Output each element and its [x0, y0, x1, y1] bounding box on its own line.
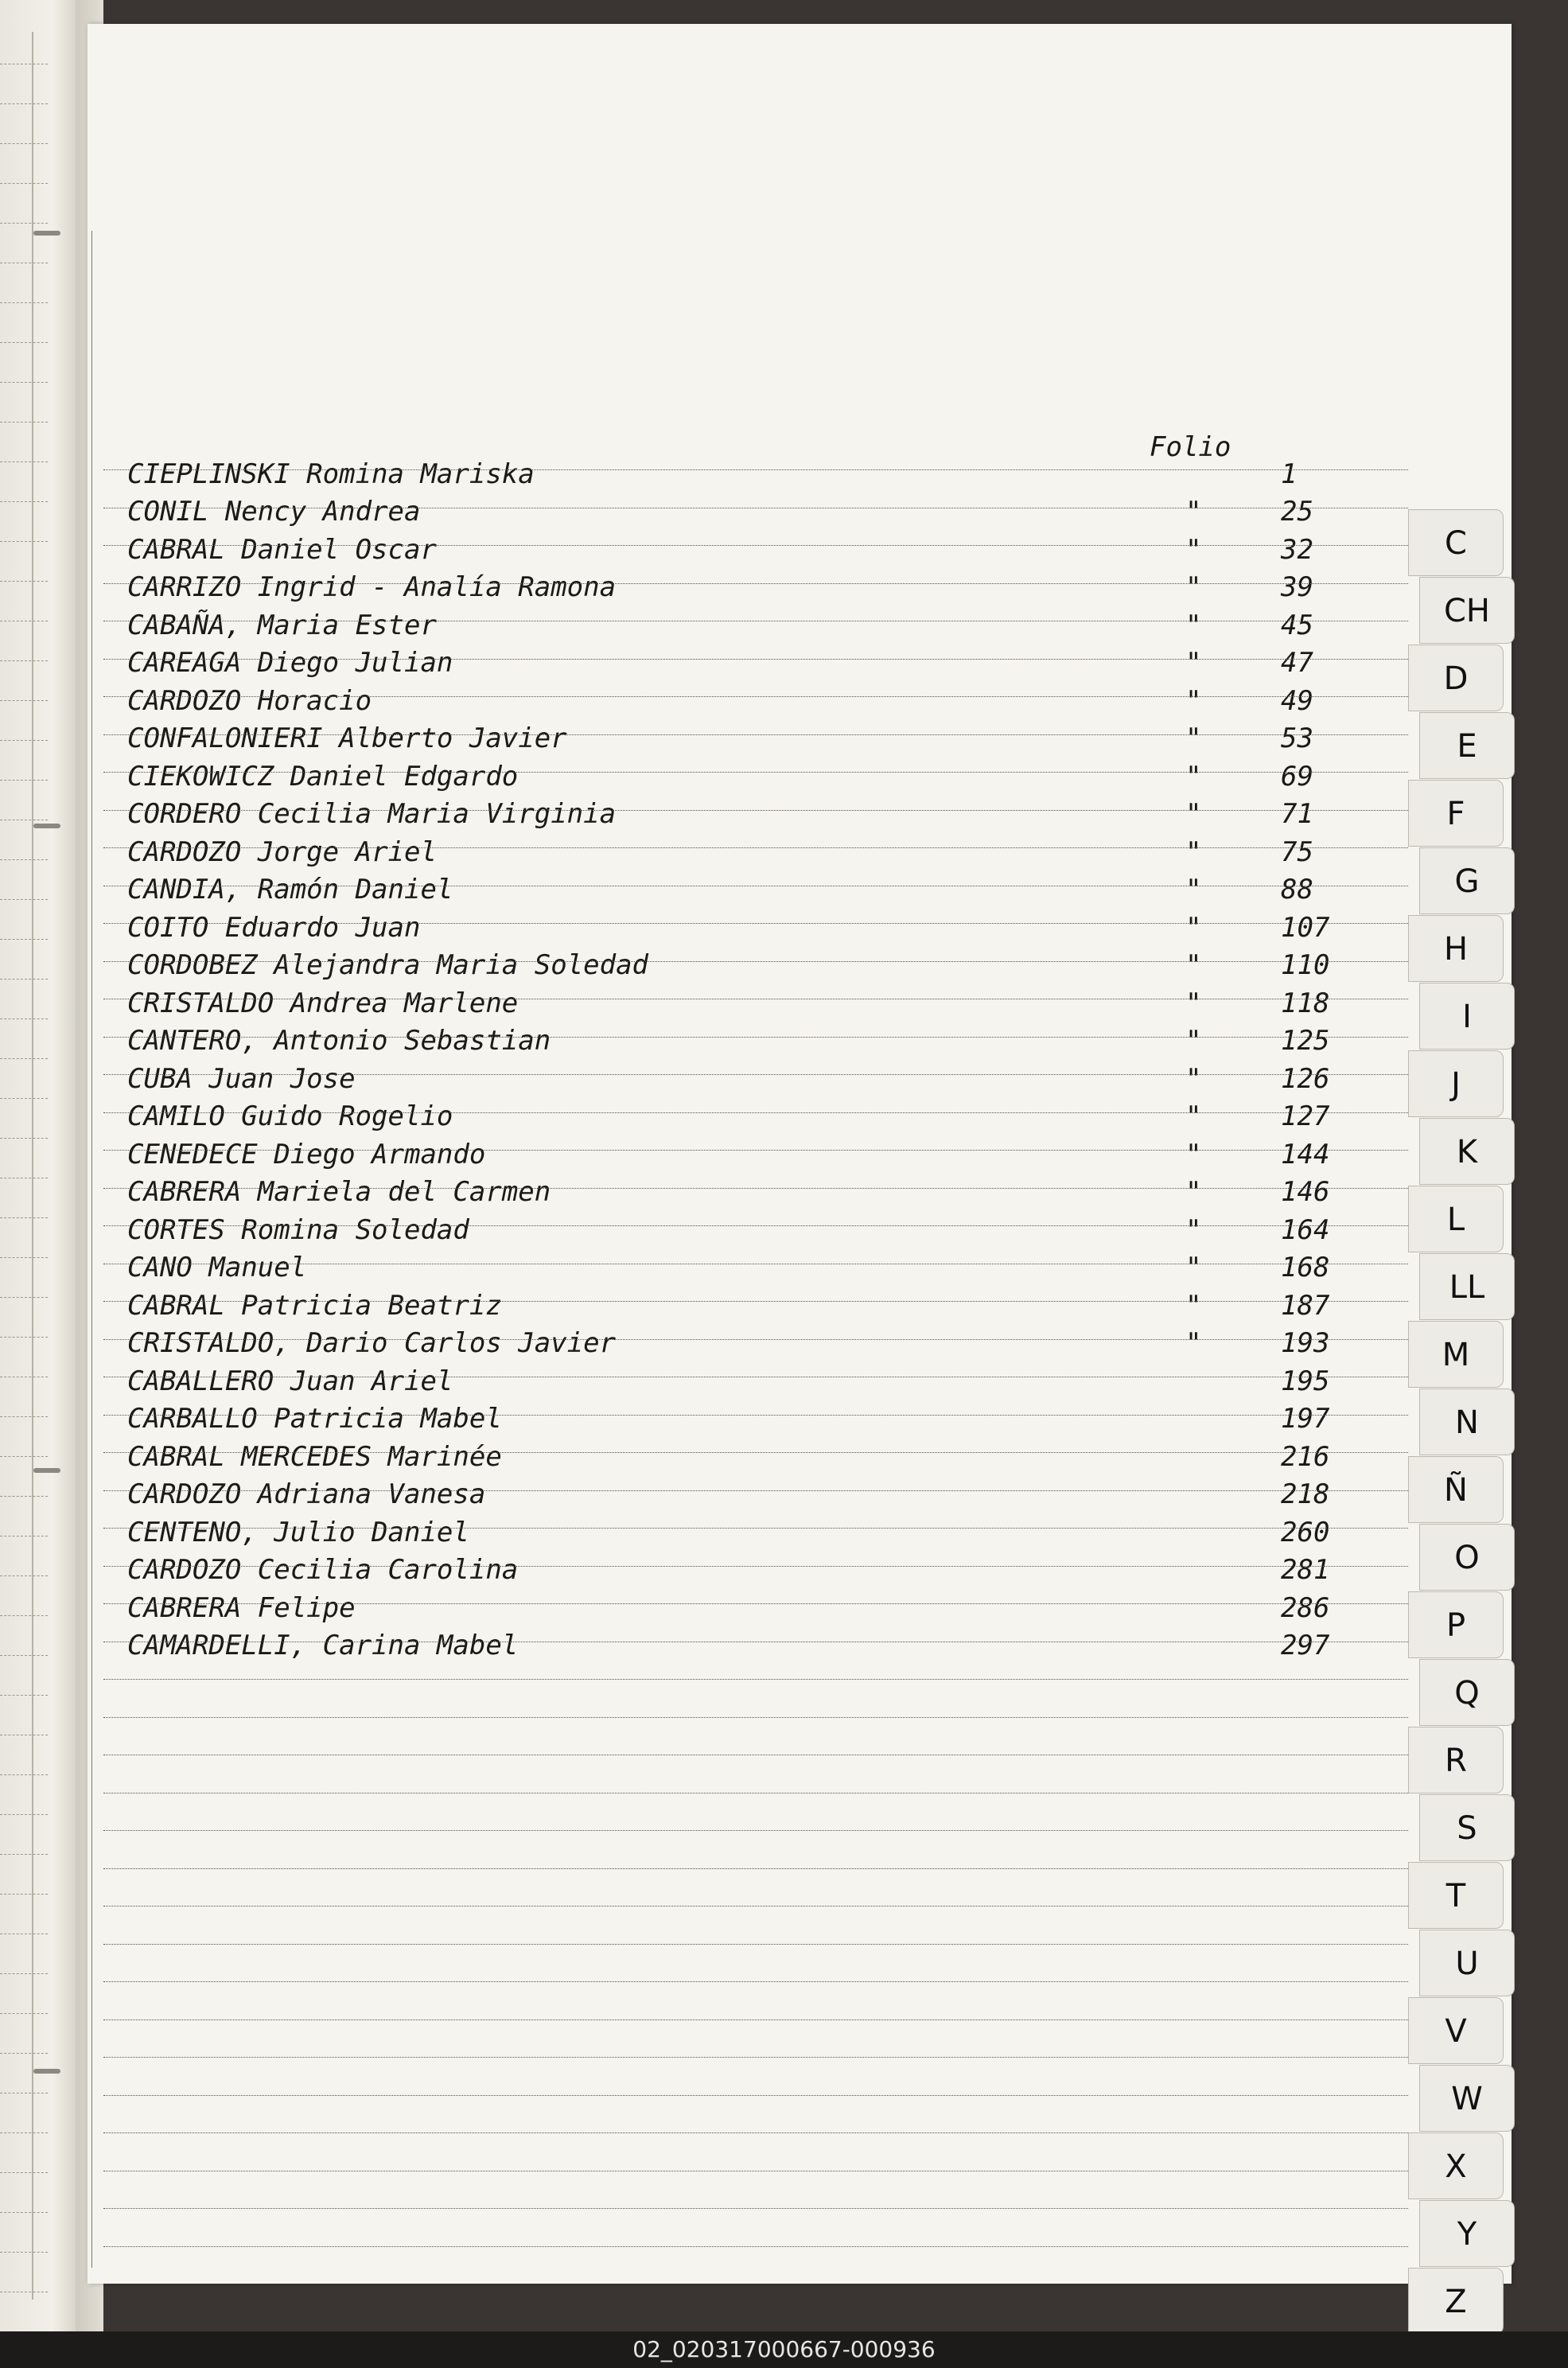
index-tab[interactable]: X [1408, 2132, 1504, 2199]
left-page-rule [0, 103, 48, 104]
left-page-rule [0, 740, 48, 741]
rule-line [103, 810, 1408, 811]
entry-ditto-mark: " [1185, 684, 1202, 717]
index-tab[interactable]: K [1419, 1118, 1515, 1185]
entry-name: CABAÑA, Maria Ester [127, 609, 437, 641]
register-entry [127, 986, 1400, 1021]
entry-ditto-mark: " [1185, 1213, 1202, 1246]
left-page-rule [0, 223, 48, 224]
index-tab[interactable]: T [1408, 1862, 1504, 1929]
entry-name: CORDERO Cecilia Maria Virginia [127, 798, 617, 830]
register-entry [127, 1628, 1400, 1663]
rule-line [103, 734, 1408, 735]
entry-folio-number: 281 [1281, 1554, 1330, 1586]
entry-ditto-mark: " [1185, 609, 1202, 641]
left-page-rule [0, 2013, 48, 2014]
left-page-rule [0, 2132, 48, 2133]
register-entry [127, 835, 1400, 870]
entry-ditto-mark: " [1185, 874, 1202, 906]
left-page-rule [0, 1615, 48, 1616]
entry-ditto-mark: " [1185, 1100, 1202, 1132]
entry-folio-number: 45 [1281, 609, 1313, 641]
entry-folio-number: 75 [1281, 835, 1313, 868]
left-page-rule [0, 183, 48, 184]
entry-folio-number: 218 [1281, 1478, 1330, 1510]
entry-ditto-mark: " [1185, 1062, 1202, 1095]
register-entry [127, 1213, 1400, 1248]
entry-name: CABRAL MERCEDES Marinée [127, 1440, 502, 1473]
entry-name: CABRAL Patricia Beatriz [127, 1289, 502, 1322]
entry-ditto-mark: " [1185, 911, 1202, 944]
entry-name: CORTES Romina Soledad [127, 1213, 469, 1246]
entry-name: CRISTALDO, Dario Carlos Javier [127, 1327, 617, 1359]
left-page-rule [0, 2053, 48, 2054]
rule-line [103, 1037, 1408, 1038]
rule-line [103, 1944, 1408, 1945]
entry-folio-number: 195 [1281, 1365, 1330, 1397]
entry-folio-number: 164 [1281, 1213, 1330, 1246]
rule-line [103, 1150, 1408, 1151]
left-page-rule [0, 1138, 48, 1139]
register-entry [127, 1515, 1400, 1550]
register-entry [127, 1326, 1400, 1361]
entry-folio-number: 53 [1281, 722, 1313, 754]
left-page-rule [0, 780, 48, 781]
left-page-edge [0, 0, 77, 2331]
entry-ditto-mark: " [1185, 647, 1202, 679]
entry-ditto-mark: " [1185, 760, 1202, 793]
entry-folio-number: 144 [1281, 1138, 1330, 1170]
left-page-rule [0, 2252, 48, 2253]
entry-ditto-mark: " [1185, 987, 1202, 1019]
left-page-rule [0, 1973, 48, 1974]
register-entry [127, 948, 1400, 983]
entry-ditto-mark: " [1185, 835, 1202, 868]
entry-name: CANTERO, Antonio Sebastian [127, 1025, 551, 1057]
binder-ring [33, 1468, 60, 1473]
index-tab[interactable]: M [1408, 1321, 1504, 1388]
rule-line [103, 1225, 1408, 1226]
entry-folio-number: 168 [1281, 1252, 1330, 1283]
entry-name: CENTENO, Julio Daniel [127, 1516, 469, 1548]
rule-line [103, 923, 1408, 924]
register-entry [127, 1439, 1400, 1474]
entry-folio-number: 110 [1281, 949, 1330, 981]
folio-header-label: Folio [1150, 431, 1231, 463]
left-page-rule [0, 1575, 48, 1576]
image-caption [0, 2331, 1568, 2368]
left-page-rule [0, 1894, 48, 1895]
left-page-rule [0, 1337, 48, 1338]
rule-line [103, 2246, 1408, 2247]
entry-name: CARRIZO Ingrid - Analía Ramona [127, 571, 617, 603]
entry-name: CARDOZO Horacio [127, 684, 372, 717]
entry-folio-number: 125 [1281, 1025, 1330, 1057]
binder-ring [33, 2069, 60, 2074]
rule-line [103, 1717, 1408, 1718]
entry-ditto-mark: " [1185, 1327, 1202, 1359]
entry-ditto-mark: " [1185, 1138, 1202, 1170]
entry-folio-number: 49 [1281, 684, 1313, 717]
rule-line [103, 1603, 1408, 1604]
register-entry [127, 872, 1400, 907]
entry-name: CAMILO Guido Rogelio [127, 1100, 453, 1132]
left-page-rule [0, 1655, 48, 1656]
rule-line [103, 1074, 1408, 1075]
alphabet-index-tabs [1408, 509, 1527, 2320]
entry-folio-number: 1 [1281, 458, 1298, 490]
entry-folio-number: 71 [1281, 798, 1313, 830]
left-page-rule [0, 1695, 48, 1696]
register-entry [127, 1099, 1400, 1134]
index-tab[interactable]: C [1408, 509, 1504, 576]
entry-folio-number: 25 [1281, 496, 1313, 528]
entry-ditto-mark: " [1185, 1289, 1202, 1322]
entry-folio-number: 187 [1281, 1289, 1330, 1322]
rule-line [103, 1981, 1408, 1982]
entry-name: CAREAGA Diego Julian [127, 647, 453, 679]
rule-line [103, 2208, 1408, 2209]
register-entry [127, 796, 1400, 832]
entry-folio-number: 107 [1281, 911, 1330, 944]
left-page-rule [0, 2212, 48, 2213]
binder-ring [33, 824, 60, 828]
rule-line [103, 2095, 1408, 2096]
register-entry [127, 1250, 1400, 1285]
entry-name: CIEPLINSKI Romina Mariska [127, 458, 535, 490]
rule-line [103, 1566, 1408, 1567]
register-entry [127, 684, 1400, 719]
register-entry [127, 1552, 1400, 1587]
rule-line [103, 1301, 1408, 1302]
entry-name: CABRERA Mariela del Carmen [127, 1176, 551, 1208]
rule-line [103, 1528, 1408, 1529]
left-page-rule [0, 422, 48, 423]
rule-line [103, 961, 1408, 962]
rule-line [103, 1112, 1408, 1113]
index-tab[interactable]: I [1419, 983, 1515, 1050]
rule-line [103, 1830, 1408, 1831]
left-page-rule [0, 2172, 48, 2173]
rule-line [103, 1339, 1408, 1340]
left-page-rule [0, 302, 48, 303]
entry-ditto-mark: " [1185, 1252, 1202, 1283]
left-page-rule [0, 143, 48, 144]
index-tab[interactable]: R [1408, 1727, 1504, 1794]
left-page-rule [0, 700, 48, 701]
entry-folio-number: 127 [1281, 1100, 1330, 1132]
entry-ditto-mark: " [1185, 571, 1202, 603]
rule-line [103, 2057, 1408, 2058]
left-page-rule [0, 1416, 48, 1417]
entry-folio-number: 286 [1281, 1591, 1330, 1624]
index-tab[interactable]: D [1408, 645, 1504, 711]
entry-folio-number: 193 [1281, 1327, 1330, 1359]
entry-name: CIEKOWICZ Daniel Edgardo [127, 760, 519, 793]
entry-name: CANO Manuel [127, 1252, 307, 1283]
register-entry [127, 1591, 1400, 1626]
left-page-rule [0, 342, 48, 343]
left-page-rule [0, 541, 48, 542]
entry-name: CANDIA, Ramón Daniel [127, 874, 453, 906]
register-entry [127, 532, 1400, 567]
left-page-rule [0, 1297, 48, 1298]
entry-folio-number: 69 [1281, 760, 1313, 793]
rule-line [103, 2132, 1408, 2133]
entry-folio-number: 126 [1281, 1062, 1330, 1095]
register-entry [127, 1288, 1400, 1323]
rule-line [103, 847, 1408, 848]
entry-folio-number: 39 [1281, 571, 1313, 603]
binder-ring [33, 231, 60, 236]
entry-name: CORDOBEZ Alejandra Maria Soledad [127, 949, 649, 981]
entry-folio-number: 197 [1281, 1403, 1330, 1435]
entry-name: CARDOZO Cecilia Carolina [127, 1554, 519, 1586]
register-entry [127, 494, 1400, 529]
index-tab[interactable]: L [1408, 1186, 1504, 1252]
left-page-rule [0, 660, 48, 661]
entry-folio-number: 260 [1281, 1516, 1330, 1548]
index-tab[interactable]: J [1408, 1050, 1504, 1117]
index-tab[interactable]: E [1419, 712, 1515, 779]
rule-line [103, 1490, 1408, 1491]
left-page-rule [0, 899, 48, 900]
rule-line [103, 772, 1408, 773]
entry-name: CONIL Nency Andrea [127, 496, 421, 528]
entry-ditto-mark: " [1185, 1025, 1202, 1057]
rule-line [103, 1415, 1408, 1416]
index-tab[interactable]: Q [1419, 1659, 1515, 1726]
rule-line [103, 1679, 1408, 1680]
entry-name: CABRAL Daniel Oscar [127, 533, 437, 566]
entry-name: COITO Eduardo Juan [127, 911, 421, 944]
entry-ditto-mark: " [1185, 496, 1202, 528]
left-page-rule [0, 1098, 48, 1099]
index-tab[interactable]: CH [1419, 577, 1515, 644]
rule-line [103, 545, 1408, 546]
left-page-rule [0, 1456, 48, 1457]
register-entry [127, 910, 1400, 945]
entry-name: CAMARDELLI, Carina Mabel [127, 1630, 519, 1661]
left-page-rule [0, 1217, 48, 1218]
left-page-rule [0, 501, 48, 502]
register-entry [127, 721, 1400, 756]
index-tab[interactable]: O [1419, 1524, 1515, 1591]
left-page-rule [0, 979, 48, 980]
left-page-rule [0, 1018, 48, 1019]
left-page-rule [0, 382, 48, 383]
caption-text: 02_020317000667-000936 [632, 2336, 936, 2362]
register-entry [127, 1023, 1400, 1058]
entry-folio-number: 146 [1281, 1176, 1330, 1208]
entry-name: CUBA Juan Jose [127, 1062, 356, 1095]
entry-folio-number: 88 [1281, 874, 1313, 906]
index-tab[interactable]: W [1419, 2065, 1515, 2132]
margin-line [91, 231, 92, 2268]
rule-line [103, 583, 1408, 584]
entry-name: CRISTALDO Andrea Marlene [127, 987, 519, 1019]
rule-line [103, 2019, 1408, 2020]
register-entry [127, 1061, 1400, 1096]
index-tab[interactable]: LL [1419, 1253, 1515, 1320]
left-page-rule [0, 1257, 48, 1258]
rule-line [103, 469, 1408, 470]
register-entry [127, 1364, 1400, 1399]
register-page [88, 24, 1512, 2284]
left-page-rule [0, 1774, 48, 1775]
rule-line [103, 1188, 1408, 1189]
entry-name: CARBALLO Patricia Mabel [127, 1403, 502, 1435]
left-page-rule [0, 581, 48, 582]
register-entry [127, 1174, 1400, 1209]
index-tab[interactable]: Y [1419, 2200, 1515, 2267]
left-page-rule [0, 1058, 48, 1059]
entry-name: CABRERA Felipe [127, 1591, 356, 1624]
register-entry [127, 759, 1400, 794]
register-entry [127, 570, 1400, 605]
register-entry [127, 608, 1400, 643]
index-tab[interactable]: F [1408, 780, 1504, 847]
entry-name: CARDOZO Adriana Vanesa [127, 1478, 486, 1510]
index-tab[interactable]: G [1419, 847, 1515, 914]
entry-ditto-mark: " [1185, 1176, 1202, 1208]
left-page-rule [0, 859, 48, 860]
entry-ditto-mark: " [1185, 949, 1202, 981]
entry-ditto-mark: " [1185, 533, 1202, 566]
binding-line [32, 32, 33, 2300]
entry-ditto-mark: " [1185, 798, 1202, 830]
index-tab[interactable]: Ñ [1408, 1456, 1504, 1523]
index-tab[interactable]: V [1408, 1997, 1504, 2064]
register-entry [127, 1477, 1400, 1512]
entry-ditto-mark: " [1185, 722, 1202, 754]
register-entry [127, 1401, 1400, 1436]
entry-folio-number: 32 [1281, 533, 1313, 566]
register-entry [127, 1137, 1400, 1172]
entry-folio-number: 118 [1281, 987, 1330, 1019]
left-page-rule [0, 1814, 48, 1815]
index-tab[interactable]: P [1408, 1591, 1504, 1658]
rule-line [103, 1793, 1408, 1794]
index-tab[interactable]: U [1419, 1930, 1515, 1996]
entry-folio-number: 216 [1281, 1440, 1330, 1473]
index-tab[interactable]: Z [1408, 2268, 1504, 2335]
register-entry [127, 457, 1400, 492]
index-tab[interactable]: H [1408, 915, 1504, 982]
left-page-rule [0, 1496, 48, 1497]
rule-line [103, 1452, 1408, 1453]
entry-name: CABALLERO Juan Ariel [127, 1365, 453, 1397]
register-entry [127, 645, 1400, 680]
index-tab[interactable]: S [1419, 1794, 1515, 1861]
rule-line [103, 1868, 1408, 1869]
index-tab[interactable]: N [1419, 1388, 1515, 1455]
entry-name: CARDOZO Jorge Ariel [127, 835, 437, 868]
entry-folio-number: 47 [1281, 647, 1313, 679]
left-page-rule [0, 1854, 48, 1855]
entry-name: CONFALONIERI Alberto Javier [127, 722, 567, 754]
rule-line [103, 659, 1408, 660]
left-page-rule [0, 939, 48, 940]
entry-name: CENEDECE Diego Armando [127, 1138, 486, 1170]
rule-line [103, 696, 1408, 697]
entry-folio-number: 297 [1281, 1630, 1330, 1661]
